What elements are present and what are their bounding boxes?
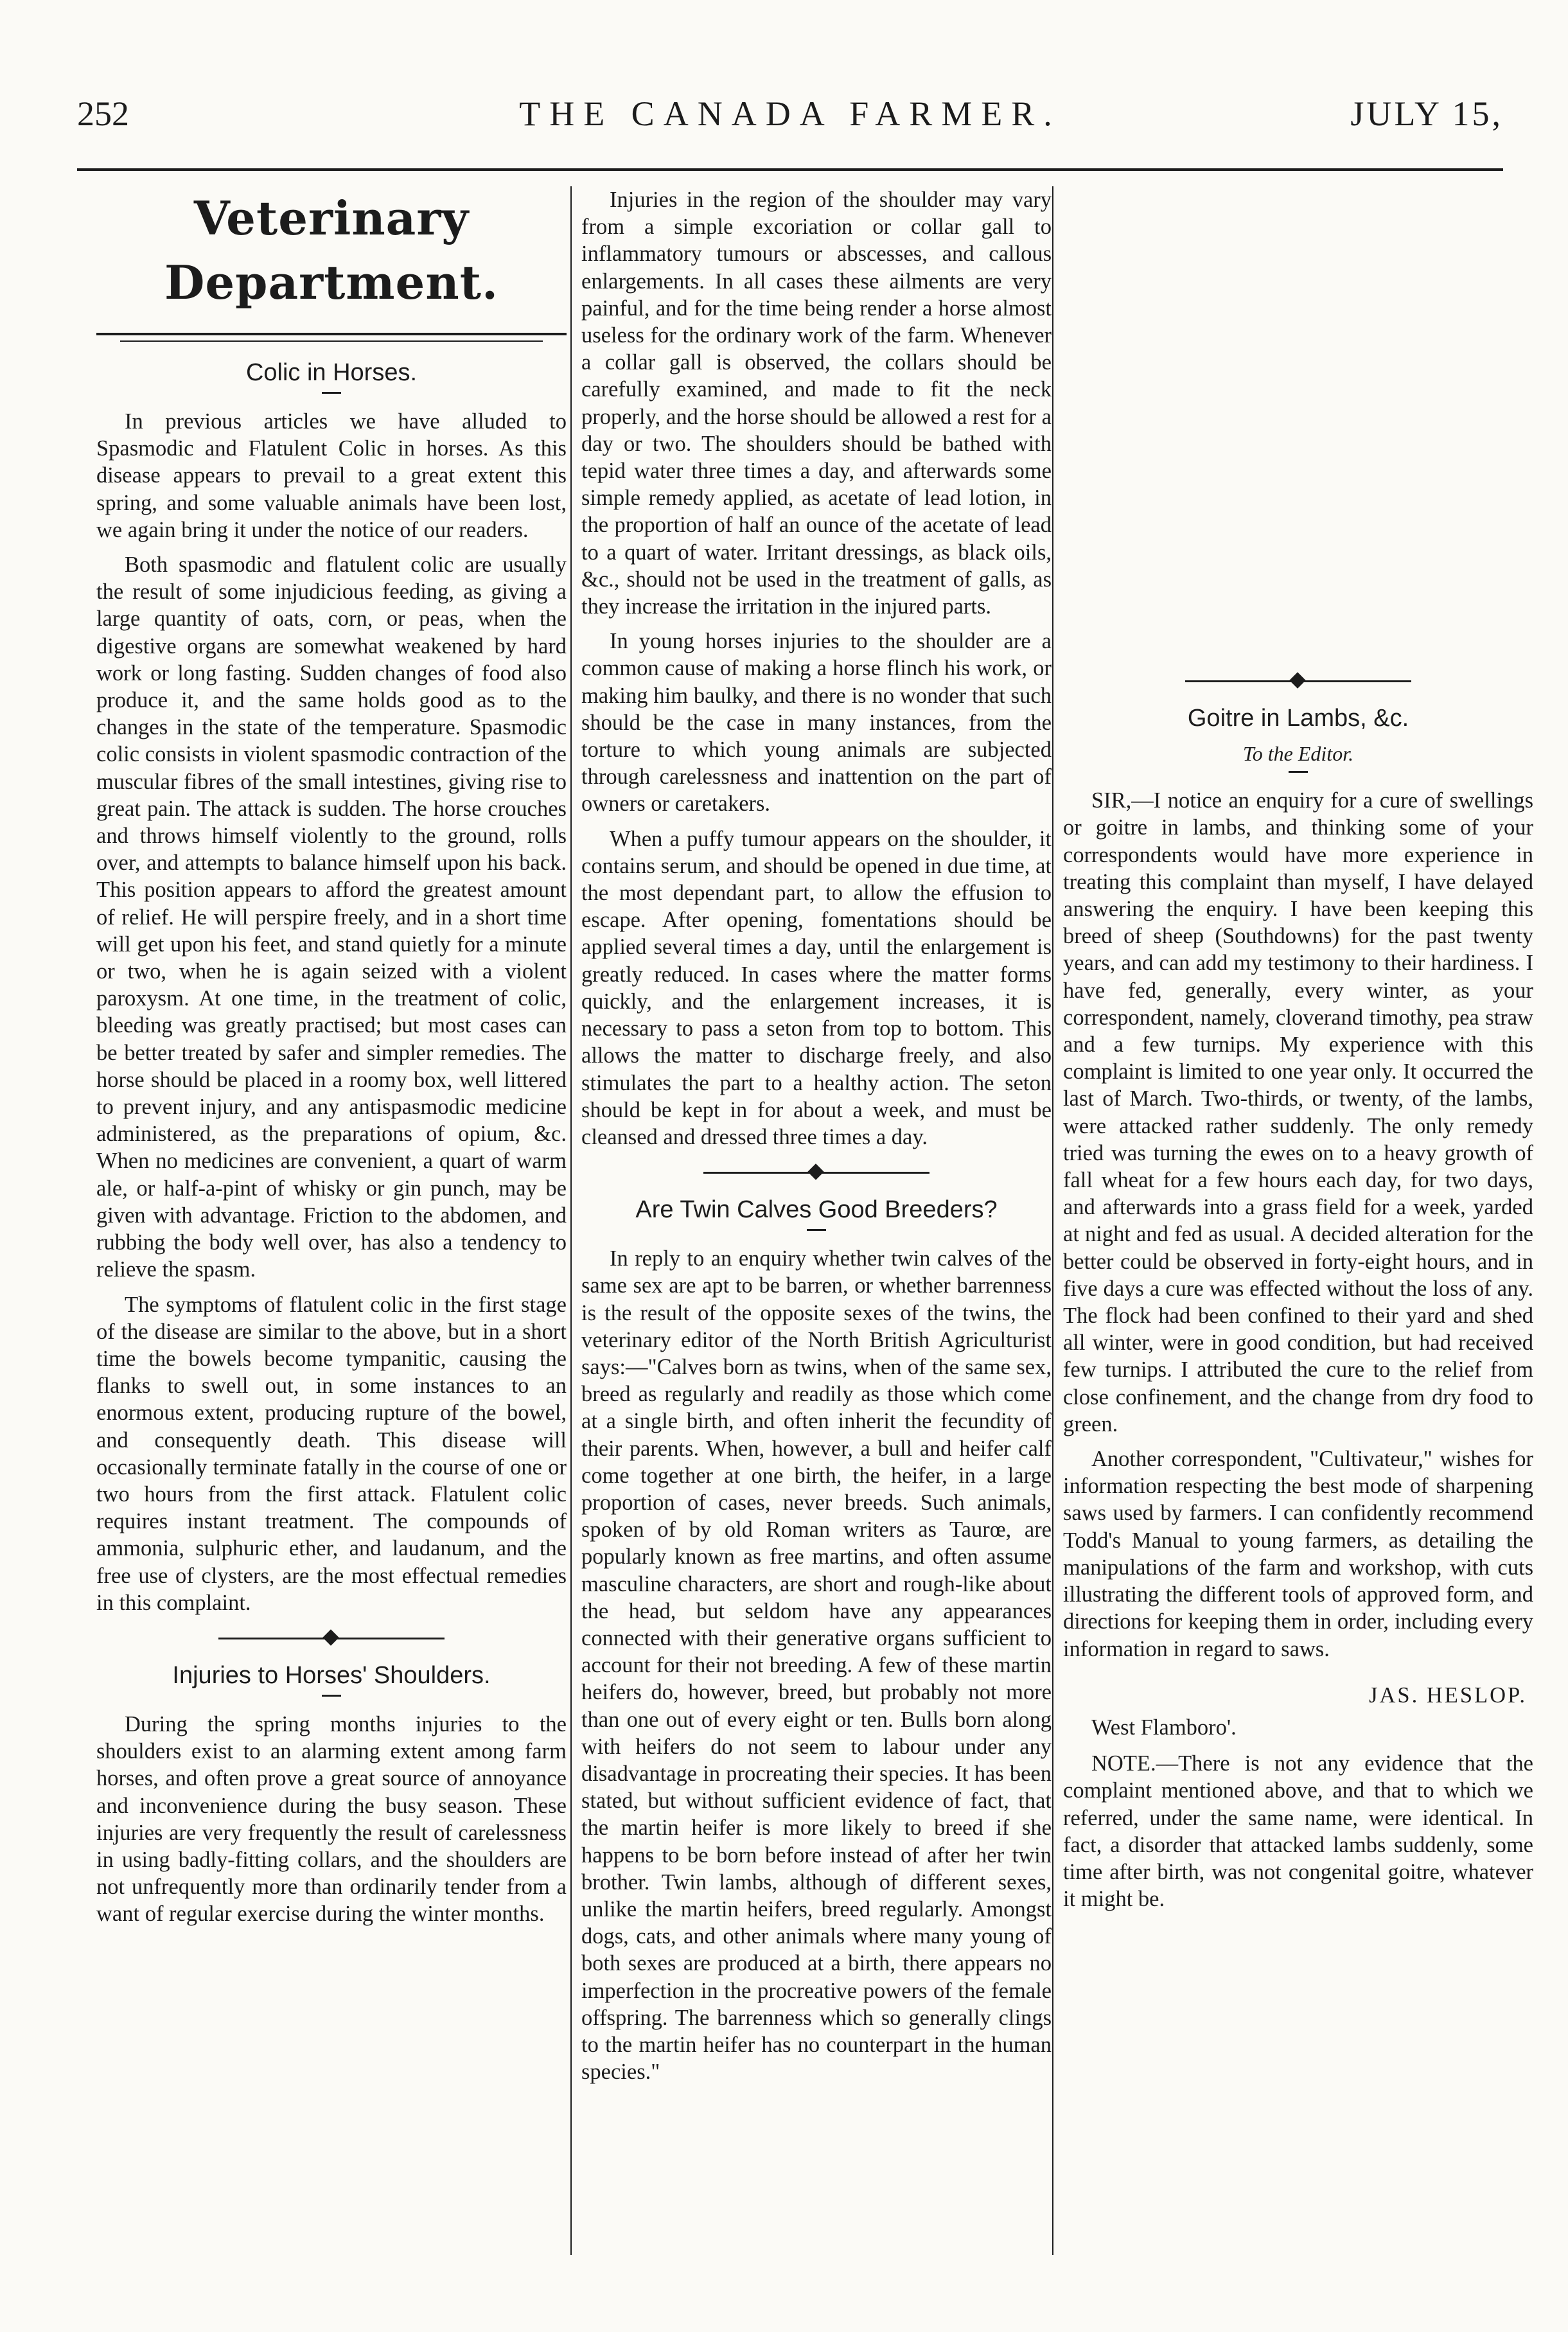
column-divider-1 <box>570 186 572 2255</box>
column-2 <box>581 186 1052 2093</box>
department-title: Veterinary Department. <box>164 191 499 310</box>
editor-note: NOTE.—There is not any evidence that the complaint mentioned above, and that to which we referred, under the same name, were identical. In fact, a disorder that attacked lambs suddenly, some time after birth, was not congenital goitre, whatever it might be. <box>1063 1751 1533 1912</box>
signature-place: West Flamboro'. <box>1091 1715 1237 1740</box>
section-ornament <box>1063 675 1533 687</box>
shoulders-paragraph-2: Injuries in the region of the shoulder may vary from a simple excoriation or collar gall to inflammatory tumours or abscesses, and callous enlargements. In all cases these ailments are very painful, and for the time being render a horse almost useless for the ordinary work of the farm. Whenever a collar gall is observed, the collars should be carefully examined, and made to fit the neck properly, and the horse should be allowed a rest for a day or two. The shoulders should be bathed with tepid water three times a day, and afterwards some simple remedy applied, as acetate of lead lotion, in the proportion of half an ounce of the acetate of lead to a quart of water. Irritant dressings, as black oils, &c., should not be used in the treatment of galls, as they increase the irritation in the injured parts. <box>581 188 1052 619</box>
article-title-colic: Colic in Horses. <box>245 359 418 386</box>
signature: JAS. HESLOP. <box>1369 1683 1527 1708</box>
department-rule <box>96 333 567 335</box>
colic-paragraph-1: In previous articles we have alluded to Spasmodic and Flatulent Colic in horses. As this disease appears to prevail to a great extent this spring, and some valuable animals have been lost, we again bring it under the notice of our readers. <box>96 409 567 542</box>
section-ornament <box>96 1632 567 1645</box>
calves-paragraph-1: In reply to an enquiry whether twin calves of the same sex are apt to be barren, or whether barrenness is the result of the opposite sexes of the twins, the veterinary editor of the North British Agriculturist says:—"Calves born as twins, when of the same sex, breed as regularly and readily as those which come at a single birth, and often inherit the fecundity of their parents. When, however, a bull and heifer calf come together at one birth, the heifer, in a large proportion of cases, never breeds. Such animals, spoken of by old Roman writers as Taurœ, are popularly known as free martins, and often assume masculine characters, are short and rough-like about the head, but seldom have any appearances connected with their generative organs sufficient to account for their not breeding. A few of these martin heifers do, however, breed, but probably not more than one out of every eight or ten. Bulls born along with heifers do not seem to labour under any disadvantage in procreating their species. It has been stated, but without sufficient evidence of fact, that the martin heifer is more likely to breed if she happens to be born before instead of after her twin brother. Twin lambs, although of different sexes, unlike the martin heifers, breed regularly. Amongst dogs, cats, and other animals where many young of both sexes are produced at a birth, there appears no imperfection in the procreative powers of the female offspring. The barrenness which so generally clings to the martin heifer has no counterpart in the human species." <box>581 1246 1052 2085</box>
column-divider-2 <box>1052 186 1053 2255</box>
issue-date: JULY 15, <box>1350 94 1503 133</box>
to-the-editor: To the Editor. <box>1242 742 1354 765</box>
colic-paragraph-2: Both spasmodic and flatulent colic are usually the result of some injudicious feeding, as giving a large quantity of oats, corn, or peas, when the digestive organs are somewhat weakened by hard work or long fasting. Sudden changes of food also produce it, and the same holds good as to the changes in the state of the temperature. Spasmodic colic consists in violent spasmodic contraction of the muscular fibres of the small intestines, giving rise to great pain. The attack is sudden. The horse crouches and throws himself violently to the ground, rolls over, and attempts to balance himself upon his back. This position appears to afford the greatest amount of relief. He will perspire freely, and in a short time will get upon his feet, and stand quietly for a minute or two, when he is again seized with a violent paroxysm. At one time, in the treatment of colic, bleeding was greatly practised; but most cases can be better treated by safer and simpler remedies. The horse should be placed in a roomy box, well littered to prevent injury, and any antispasmodic medicine administered, as the preparations of opium, &c. When no medicines are convenient, a quart of warm ale, or half-a-pint of whisky or gin punch, may be given with advantage. Friction to the abdomen, and rubbing the body well over, has also a tendency to relieve the spasm. <box>96 552 567 1282</box>
article-title-goitre: Goitre in Lambs, &c. <box>1187 705 1409 732</box>
shoulders-paragraph-4: When a puffy tumour appears on the shoulder, it contains serum, and should be opened in due time, at the most dependant part, to allow the effusion to escape. After opening, fomentations should be applied several times a day, until the enlargement is greatly reduced. In cases where the matter forms quickly, and the enlargement increases, it is necessary to pass a seton from top to bottom. This allows the matter to discharge freely, and also stimulates the part to a healthy action. The seton should be kept in for about a week, and must be cleansed and dressed three times a day. <box>581 826 1052 1149</box>
goitre-paragraph-1: SIR,—I notice an enquiry for a cure of swellings or goitre in lambs, and thinking some of your correspondents would have more experience in treating this complaint than myself, I have delayed answering the enquiry. I have been keeping this breed of sheep (Southdowns) for the past twenty years, and can add my testimony to their hardiness. I have fed, generally, every winter, as your correspondent, namely, cloverand timothy, pea straw and a few turnips. My experience with this complaint is limited to one year only. It occurred the last of March. Two-thirds, or twenty, of the lambs, were attacked rather suddenly. The only remedy tried was turning the ewes on to a heavy growth of fall wheat for a few hours each day, for two days, and afterwards into a grass field for a week, yarded at night and fed as usual. A decided alteration for the better could be observed in forty-eight hours, and in five days a cure was effected without the loss of any. The flock had been confined to their yard and shed all winter, were in good condition, but had received few turnips. I attributed the cure to the relief from close confinement, and the change from dry food to green. <box>1063 788 1533 1436</box>
header-rule <box>77 168 1503 171</box>
shoulders-paragraph-3: In young horses injuries to the shoulder are a common cause of making a horse flinch his work, or making him baulky, and there is no wonder that such should be the case in many instances, from the torture to which young animals are subjected through carelessness and inattention on the part of owners or caretakers. <box>581 629 1052 817</box>
title-dash <box>1289 771 1308 773</box>
title-dash <box>322 392 341 394</box>
page-header <box>77 96 1503 154</box>
article-title-shoulders: Injuries to Horses' Shoulders. <box>172 1661 491 1689</box>
title-dash <box>322 1695 341 1697</box>
column-1 <box>96 186 567 1936</box>
masthead: THE CANADA FARMER. <box>519 94 1061 133</box>
column-3 <box>1063 186 1533 1920</box>
colic-paragraph-3: The symptoms of flatulent colic in the first stage of the disease are similar to the above, but in a short time the bowels become tympanitic, causing the flanks to swell out, in some instances to an enormous extent, producing rupture of the bowel, and consequently death. This disease will occasionally terminate fatally in the course of one or two hours from the first attack. Flatulent colic requires instant treatment. The compounds of ammonia, sulphuric ether, and laudanum, and the free use of clysters, are the most effectual remedies in this complaint. <box>96 1292 567 1615</box>
goitre-paragraph-2: Another correspondent, "Cultivateur," wishes for information respecting the best mode of sharpening saws used by farmers. I can confidently recommend Todd's Manual to young farmers, as detailing the manipulations of the farm and workshop, with cuts illustrating the different tools of approved form, and directions for keeping them in order, including every information in regard to saws. <box>1063 1447 1533 1661</box>
shoulders-paragraph-1: During the spring months injuries to the shoulders exist to an alarming extent among farm horses, and often prove a great source of annoyance and inconvenience during the busy season. These injuries are very frequently the result of carelessness in using badly-fitting collars, and the shoulders are not unfrequently more than ordinarily tender from a want of regular exercise during the winter months. <box>96 1711 567 1927</box>
section-ornament <box>581 1166 1052 1179</box>
page-number: 252 <box>77 94 129 133</box>
article-title-calves: Are Twin Calves Good Breeders? <box>635 1196 998 1224</box>
title-dash <box>807 1229 826 1231</box>
department-rule-thin <box>120 340 543 342</box>
